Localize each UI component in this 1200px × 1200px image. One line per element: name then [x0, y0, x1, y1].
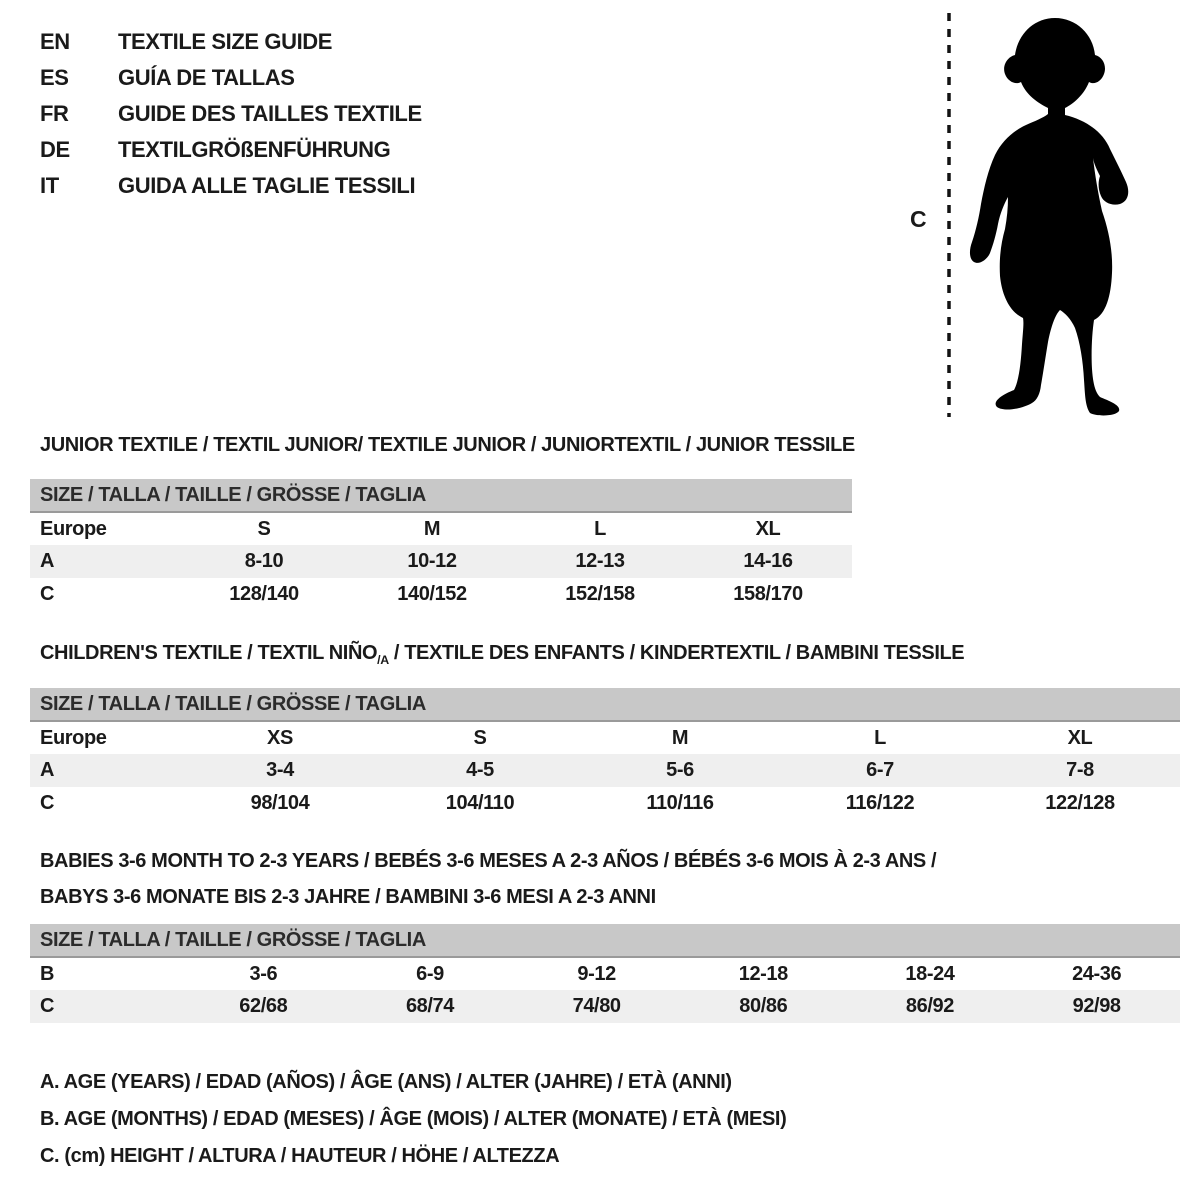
cell: 110/116	[646, 792, 714, 814]
lang-title: GUÍA DE TALLAS	[118, 65, 295, 90]
row-label: C	[30, 990, 180, 1023]
cell: 86/92	[847, 990, 1014, 1023]
lang-code: DE	[40, 137, 70, 162]
table-header-band	[30, 479, 852, 512]
cell: 8-10	[180, 545, 348, 578]
cell: 140/152	[397, 583, 467, 605]
table-row	[30, 787, 1180, 820]
table-row	[30, 990, 1180, 1023]
children-title-sub: /A	[377, 653, 389, 667]
cell: 5-6	[580, 754, 780, 787]
lang-title: GUIDE DES TAILLES TEXTILE	[118, 101, 422, 126]
row-label: A	[30, 754, 180, 787]
cell: 68/74	[347, 990, 514, 1023]
table-row	[30, 721, 1180, 754]
babies-size-table	[30, 924, 1180, 1023]
lang-code: IT	[40, 173, 59, 198]
cell: 14-16	[684, 545, 852, 578]
lang-title: TEXTILE SIZE GUIDE	[118, 29, 333, 54]
babies-section-title-line1: BABIES 3-6 MONTH TO 2-3 YEARS / BEBÉS 3-6 MESES A 2-3 AÑOS / BÉBÉS 3-6 MOIS À 2-3 ANS /	[40, 850, 937, 872]
cell: 18-24	[905, 962, 955, 985]
size-header-label: SIZE / TALLA / TAILLE / GRÖSSE / TAGLIA	[30, 688, 1180, 721]
cell: L	[874, 726, 886, 749]
row-label: C	[40, 792, 55, 814]
children-title-pre: CHILDREN'S TEXTILE / TEXTIL NIÑO	[40, 642, 378, 664]
lang-code: EN	[40, 29, 70, 54]
junior-size-table	[30, 479, 852, 611]
table-row	[30, 957, 1180, 990]
legend-block	[40, 1064, 786, 1175]
cell: 128/140	[229, 583, 299, 605]
cell: 104/110	[445, 792, 515, 814]
table-header-band	[30, 688, 1180, 721]
lang-title: GUIDA ALLE TAGLIE TESSILI	[118, 173, 416, 198]
table-row	[30, 754, 1180, 787]
cell: XL	[1067, 726, 1093, 749]
cell: 24-36	[1072, 962, 1122, 985]
lang-code: ES	[40, 65, 69, 90]
row-label: Europe	[40, 726, 107, 749]
row-label: B	[40, 962, 55, 985]
cell: S	[473, 726, 487, 749]
lang-row-fr	[40, 96, 422, 132]
lang-row-en	[40, 24, 422, 60]
row-label: C	[40, 583, 55, 605]
babies-section-title-line2: BABYS 3-6 MONATE BIS 2-3 JAHRE / BAMBINI 3-6 MESI A 2-3 ANNI	[40, 886, 656, 908]
baby-silhouette-icon	[960, 12, 1165, 420]
cell: L	[594, 517, 606, 540]
cell: XL	[755, 517, 781, 540]
table-row	[30, 545, 852, 578]
cell: 10-12	[348, 545, 516, 578]
cell: 80/86	[680, 990, 847, 1023]
legend-line-b: B. AGE (MONTHS) / EDAD (MESES) / ÂGE (MOIS) / ALTER (MONATE) / ETÀ (MESI)	[40, 1108, 787, 1130]
cell: 7-8	[980, 754, 1180, 787]
cell: 116/122	[845, 792, 915, 814]
cell: 6-9	[416, 962, 444, 985]
cell: 12-13	[516, 545, 684, 578]
lang-code: FR	[40, 101, 69, 126]
cell: 74/80	[513, 990, 680, 1023]
cell: 98/104	[250, 792, 310, 814]
children-title-post: / TEXTILE DES ENFANTS / KINDERTEXTIL / BAMBINI TESSILE	[388, 642, 965, 664]
cell: 152/158	[565, 583, 635, 605]
cell: 4-5	[380, 754, 580, 787]
children-section-title	[40, 642, 964, 667]
cell: 12-18	[738, 962, 788, 985]
cell: 92/98	[1013, 990, 1180, 1023]
height-dashed-line-icon	[942, 13, 956, 417]
row-label: A	[30, 545, 180, 578]
cell: M	[671, 726, 689, 749]
cell: XS	[267, 726, 293, 749]
cell: 62/68	[180, 990, 347, 1023]
lang-row-it	[40, 168, 422, 204]
cell: 158/170	[733, 583, 803, 605]
size-header-label: SIZE / TALLA / TAILLE / GRÖSSE / TAGLIA	[30, 924, 1180, 957]
table-header-band	[30, 924, 1180, 957]
legend-line-a: A. AGE (YEARS) / EDAD (AÑOS) / ÂGE (ANS) / ALTER (JAHRE) / ETÀ (ANNI)	[40, 1071, 732, 1093]
cell: 3-4	[180, 754, 380, 787]
language-title-block	[40, 24, 422, 204]
lang-row-es	[40, 60, 422, 96]
height-measure-label: C	[910, 206, 927, 232]
row-label: Europe	[40, 517, 107, 540]
lang-row-de	[40, 132, 422, 168]
lang-title: TEXTILGRÖßENFÜHRUNG	[118, 137, 391, 162]
children-size-table	[30, 688, 1180, 820]
junior-section-title: JUNIOR TEXTILE / TEXTIL JUNIOR/ TEXTILE JUNIOR / JUNIORTEXTIL / JUNIOR TESSILE	[40, 434, 855, 456]
cell: 122/128	[1045, 792, 1115, 814]
cell: 9-12	[577, 962, 616, 985]
cell: S	[257, 517, 271, 540]
legend-line-c: C. (cm) HEIGHT / ALTURA / HAUTEUR / HÖHE / ALTEZZA	[40, 1145, 560, 1167]
table-row	[30, 512, 852, 545]
cell: 6-7	[780, 754, 980, 787]
cell: M	[423, 517, 441, 540]
cell: 3-6	[249, 962, 278, 985]
size-header-label: SIZE / TALLA / TAILLE / GRÖSSE / TAGLIA	[30, 479, 852, 512]
table-row	[30, 578, 852, 611]
